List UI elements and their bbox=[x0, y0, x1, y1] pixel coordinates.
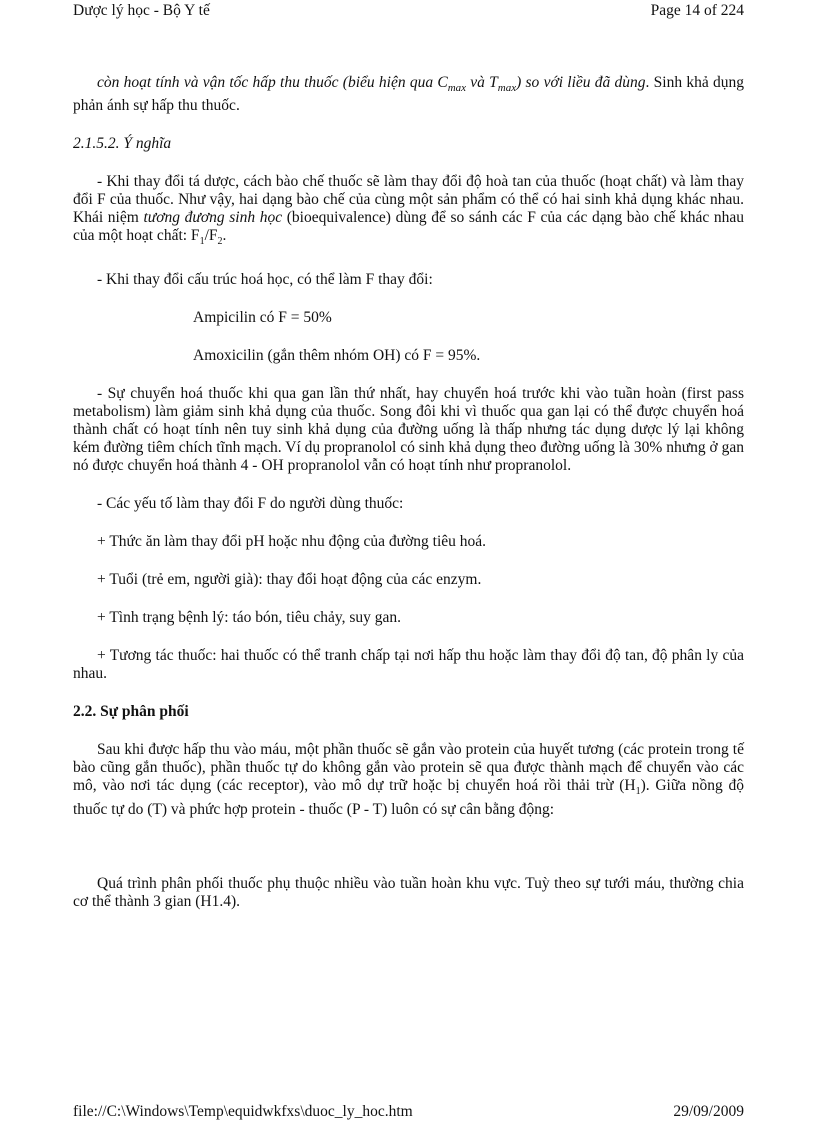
text: /F bbox=[204, 227, 218, 244]
page-number: Page 14 of 224 bbox=[650, 2, 744, 19]
example-ampicilin: Ampicilin có F = 50% bbox=[193, 309, 332, 326]
list-item-disease: + Tình trạng bệnh lý: táo bón, tiêu chảy, suy gan. bbox=[97, 609, 402, 626]
paragraph-distribution bbox=[73, 741, 744, 819]
paragraph-excipients bbox=[73, 173, 744, 251]
text-italic: và T bbox=[466, 74, 498, 91]
paragraph-first-pass: - Sự chuyển hoá thuốc khi qua gan lần thứ nhất, hay chuyển hoá trước khi vào tuần hoàn (first pass metabolism) làm giảm sinh khả dụng của thuốc. Song đôi khi vì thuốc qua gan lại có thể được chuyển hoá thành chất có hoạt tính nên tuy sinh khả dụng của đường uống là thấp nhưng tác dụng dược lý lại không kém đường tiêm chích tĩnh mạch. Ví dụ propranolol có sinh khả dụng theo đường uống là 30% nhưng ở gan nó được chuyển hoá thành 4 - OH propranolol vẫn có hoạt tính như propranolol. bbox=[73, 385, 744, 474]
text: . bbox=[222, 227, 227, 244]
paragraph-user-factors: - Các yếu tố làm thay đổi F do người dùng thuốc: bbox=[97, 495, 404, 512]
subscript: max bbox=[497, 82, 517, 94]
term-bioequivalence: tương đương sinh học bbox=[143, 209, 283, 226]
text-italic: còn hoạt tính và vận tốc hấp thu thuốc (biểu hiện qua C bbox=[97, 74, 448, 91]
text: . Sinh khả dụng phản ánh sự hấp thu thuốc. bbox=[73, 74, 744, 114]
page-header-title: Dược lý học - Bộ Y tế bbox=[73, 2, 210, 19]
page-footer-path: file://C:\Windows\Temp\equidwkfxs\duoc_ly_hoc.htm bbox=[73, 1103, 413, 1120]
subscript: 1 bbox=[635, 786, 641, 797]
document-body bbox=[73, 74, 744, 911]
text-italic: ) so với liều đã dùng bbox=[516, 74, 646, 91]
text: Sau khi được hấp thu vào máu, một phần thuốc sẽ gắn vào protein của huyết tương (các protein trong tế bào cũng gắn thuốc), phần thuốc tự do không gắn vào protein sẽ qua được thành mạch để chuyển vào các mô, vào nơi tác dụng (các receptor), vào mô dự trữ hoặc bị chuyển hoá rồi thải trừ (H bbox=[73, 741, 744, 794]
text: ). Giữa nồng độ thuốc tự do (T) và phức hợp protein - thuốc (P - T) luôn có sự cân bằng động: bbox=[73, 777, 744, 818]
example-amoxicilin: Amoxicilin (gắn thêm nhóm OH) có F = 95%. bbox=[193, 347, 481, 364]
text: - Khi thay đổi tá dược, cách bào chế thuốc sẽ làm thay đổi độ hoà tan của thuốc (hoạt chất) và làm thay đổi F của thuốc. Như vậy, hai dạng bào chế của cùng một sản phẩm có thể có hai sinh khả dụng khác nhau. Khái niệm bbox=[73, 173, 744, 226]
paragraph-regional-circulation: Quá trình phân phối thuốc phụ thuộc nhiều vào tuần hoàn khu vực. Tuỳ theo sự tưới máu, thường chia cơ thể thành 3 gian (H1.4). bbox=[73, 875, 744, 910]
text: (bioequivalence) dùng để so sánh các F của các dạng bào chế khác nhau của một hoạt chất: F bbox=[73, 209, 745, 244]
list-item-interaction: + Tương tác thuốc: hai thuốc có thể tranh chấp tại nơi hấp thu hoặc làm thay đổi độ tan, độ phân ly của nhau. bbox=[73, 647, 744, 682]
section-heading-distribution: 2.2. Sự phân phối bbox=[73, 703, 189, 720]
paragraph-bioavailability-definition bbox=[73, 74, 744, 115]
subscript: max bbox=[447, 82, 467, 94]
list-item-age: + Tuổi (trẻ em, người già): thay đổi hoạt động của các enzym. bbox=[97, 571, 482, 588]
paragraph-chemical-structure: - Khi thay đổi cấu trúc hoá học, có thể làm F thay đổi: bbox=[97, 271, 433, 288]
page-footer-date: 29/09/2009 bbox=[673, 1103, 744, 1120]
list-item-food: + Thức ăn làm thay đổi pH hoặc nhu động của đường tiêu hoá. bbox=[97, 533, 487, 550]
section-heading-meaning: 2.1.5.2. Ý nghĩa bbox=[73, 135, 172, 152]
subscript: 2 bbox=[217, 236, 223, 247]
subscript: 1 bbox=[199, 236, 205, 247]
